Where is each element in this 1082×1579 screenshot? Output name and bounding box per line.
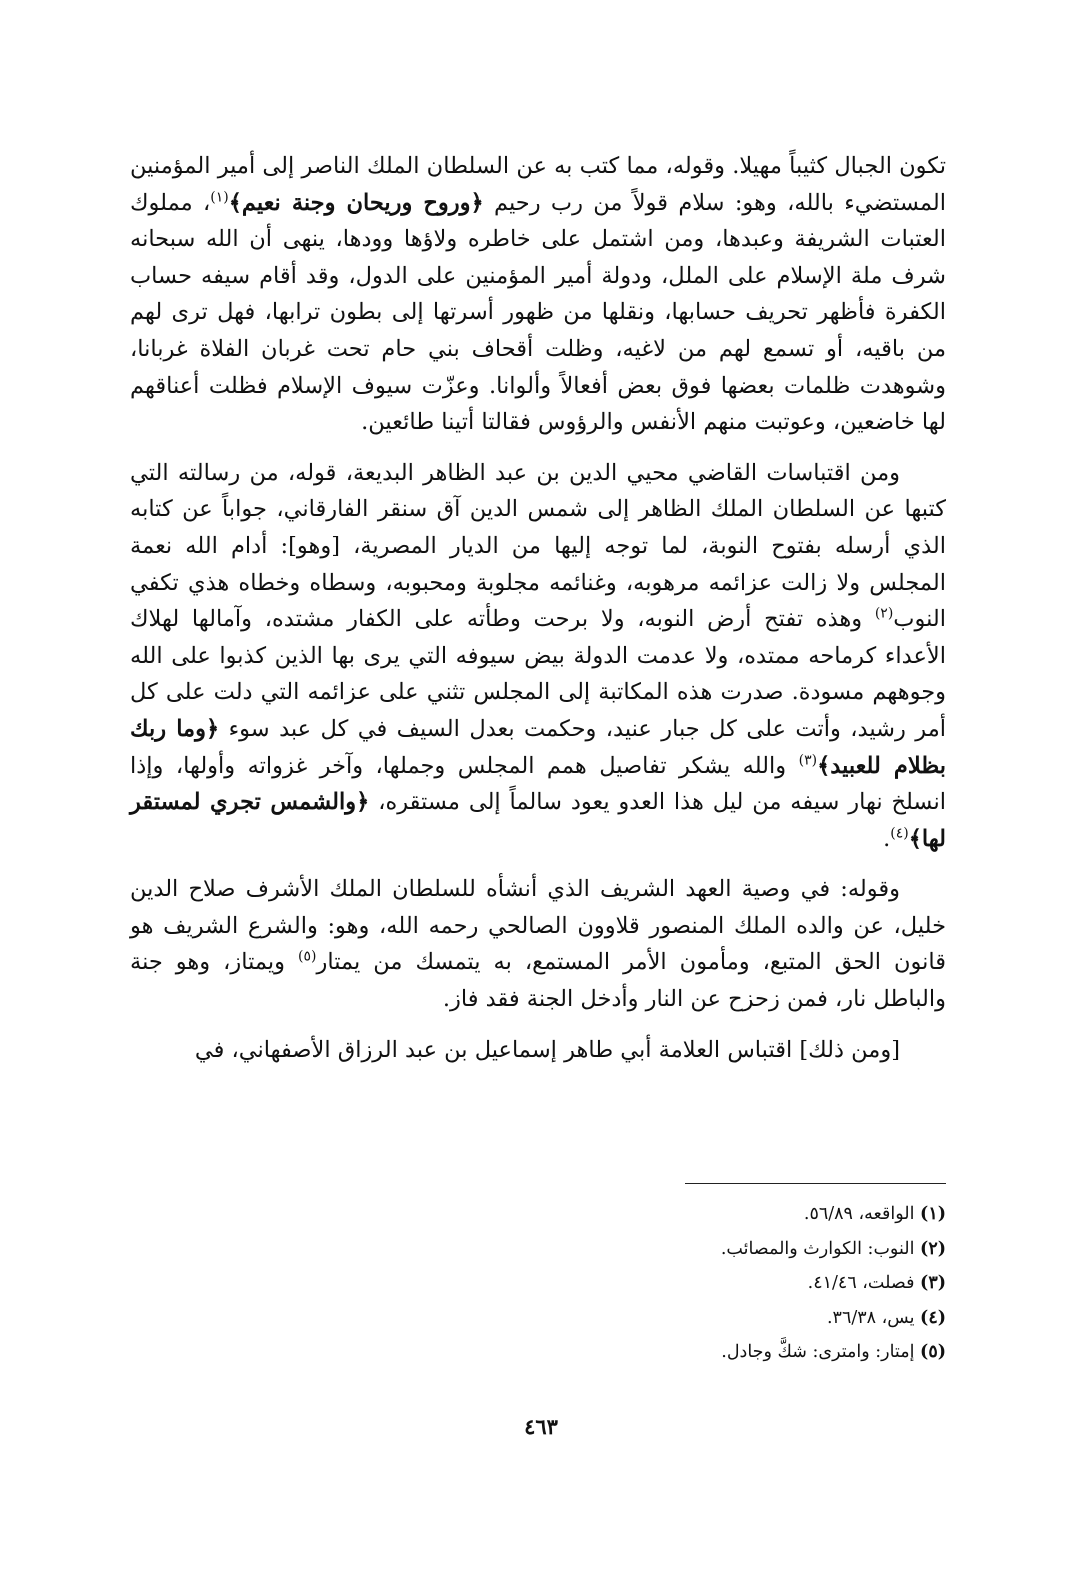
page-number: ٤٦٣ bbox=[524, 1414, 558, 1439]
footnote-number: (٤) bbox=[920, 1307, 946, 1328]
paragraph-4 bbox=[130, 1032, 946, 1069]
footnote-reference: (٣) bbox=[798, 752, 818, 768]
footnote-2 bbox=[560, 1232, 946, 1267]
paragraph-text: . bbox=[883, 825, 891, 852]
footnote-text: فصلت، ٤١/٤٦. bbox=[807, 1273, 915, 1293]
footnote-reference: (٥) bbox=[298, 948, 317, 965]
paragraph-text: [ومن ذلك] اقتباس العلامة أبي طاهر إسماعيل بن عبد الرزاق الأصفهاني، في bbox=[194, 1036, 900, 1063]
footnotes bbox=[560, 1197, 946, 1370]
paragraph-text: ومن اقتباسات القاضي محيي الدين بن عبد الظاهر البديعة، قوله، من رسالته التي كتبها عن السلطان الملك الظاهر إلى شمس الدين آق سنقر الفارقاني، جواباً عن كتابه الذي أرسله بفتوح النوبة، لما توجه إليها من الديار المصرية، [وهو]: أدام الله نعمة المجلس ولا زالت عزائمه مرهوبه، وغنائمه مجلوبة ومحبوبه، وسطاه وخطاه هذي تكفي النوب bbox=[130, 459, 946, 633]
footnote-number: (١) bbox=[920, 1204, 946, 1224]
footnote-1 bbox=[560, 1197, 946, 1232]
footnote-text: يس، ٣٦/٣٨. bbox=[826, 1307, 915, 1328]
quran-quote: ﴿وروح وريحان وجنة نعيم﴾ bbox=[228, 189, 484, 216]
quran-quote: ﴿والشمس تجري لمستقر لها﴾ bbox=[130, 789, 946, 852]
footnote-number: (٣) bbox=[920, 1273, 946, 1293]
footnote-reference: (١) bbox=[210, 189, 229, 206]
paragraph-text: وهذه تفتح أرض النوبه، ولا برحت وطأته على الكفار مشتده، وآمالها لهلاك الأعداء كرماحه ممتده، ولا عدمت الدولة بيض سيوفه التي يرى بها الذين كذبوا على الله وجوههم مسودة. صدرت هذه المكاتبة إلى المجلس تثني على عزائمه التي دلت على كل أمر رشيد، وأتت على كل جبار عنيد، وحكمت بعدل السيف في كل عبد سوء bbox=[130, 606, 947, 742]
footnote-reference: (٤) bbox=[890, 825, 909, 842]
footnote-4 bbox=[560, 1301, 946, 1336]
footnote-5 bbox=[560, 1335, 946, 1370]
footnote-divider bbox=[685, 1183, 946, 1184]
paragraph-3 bbox=[130, 871, 946, 1017]
footnote-3 bbox=[560, 1266, 946, 1301]
main-text bbox=[130, 148, 946, 1082]
footnote-text: النوب: الكوارث والمصائب. bbox=[720, 1238, 915, 1259]
footnote-number: (٢) bbox=[920, 1238, 946, 1259]
paragraph-text: تكون الجبال كثيباً مهيلا. وقوله، مما كتب به عن السلطان الملك الناصر إلى أمير المؤمنين المستضيء بالله، وهو: سلام قولاً من رب رحيم bbox=[130, 153, 947, 216]
paragraph-text: والله يشكر تفاصيل همم المجلس وجملها، وآخر غزواته وأولها، وإذا انسلخ نهار سيفه من ليل هذا العدو يعود سالماً إلى مستقره، bbox=[130, 752, 946, 816]
paragraph-2 bbox=[130, 455, 946, 858]
paragraph-text: ويمتاز، وهو جنة والباطل نار، فمن زحزح عن النار وأدخل الجنة فقد فاز. bbox=[130, 949, 946, 1013]
paragraph-1 bbox=[130, 148, 946, 441]
paragraph-text: وقوله: في وصية العهد الشريف الذي أنشأه للسلطان الملك الأشرف صلاح الدين خليل، عن والده الملك المنصور قلاوون الصالحي رحمه الله، وهو: والشرع الشريف هو قانون الحق المتبع، ومأمون الأمر المستمع، به يتمسك من يمتار bbox=[130, 876, 946, 976]
paragraph-text: ، مملوك العتبات الشريفة وعبدها، ومن اشتمل على خاطره ولاؤها وودها، ينهى أن الله سبحانه شرف ملة الإسلام على الملل، ودولة أمير المؤمنين على الدول، وقد أقام سيفه حساب الكفرة فأظهر تحريف حسابها، ونقلها من ظهور أسرتها إلى بطون ترابها، فهل ترى لهم من باقيه، أو تسمع لهم من لاغيه، وظلت أقحاف بني حام تحت غربان الفلاة غربانا، وشوهدت ظلمات بعضها فوق بعض أفعالاً وألوانا. وعزّت سيوف الإسلام فظلت أعناقهم لها خاضعين، وعوتبت منهم الأنفس والرؤوس فقالتا أتينا طائعين. bbox=[130, 189, 946, 436]
footnote-text: إمتار: وامترى: شكَّ وجادل. bbox=[721, 1342, 915, 1362]
footnote-number: (٥) bbox=[920, 1342, 946, 1362]
quran-quote: ﴿وما ربك بظلام للعبيد﴾ bbox=[130, 715, 947, 779]
footnote-text: الواقعه، ٥٦/٨٩. bbox=[803, 1204, 915, 1224]
footnote-reference: (٢) bbox=[874, 605, 894, 622]
